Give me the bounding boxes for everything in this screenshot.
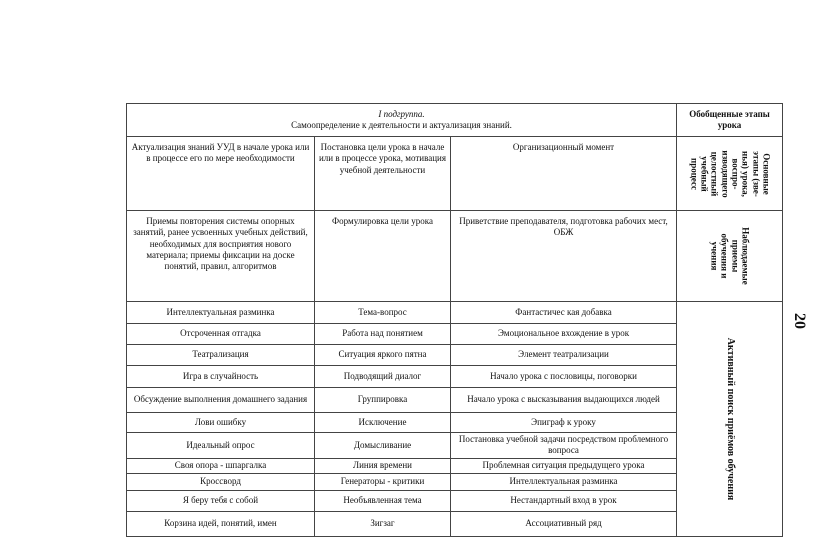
side-label-main-stages-text bbox=[688, 150, 771, 197]
side-label-line: нья) урока, bbox=[740, 150, 751, 197]
table-header-row bbox=[127, 104, 783, 137]
side-label-line: учебный bbox=[698, 155, 709, 192]
header-subtitle: Самоопределение к деятельности и актуализация знаний. bbox=[291, 120, 512, 130]
method-cell-col2: Работа над понятием bbox=[315, 324, 451, 345]
side-label-line: учения bbox=[709, 241, 720, 271]
method-cell-col1: Игра в случайность bbox=[127, 366, 315, 388]
method-cell-col3: Элемент театрализации bbox=[451, 345, 677, 366]
side-label-line: обучения и bbox=[719, 233, 730, 279]
side-label-line: этапы (зве- bbox=[750, 150, 761, 197]
cell-greeting: Приветствие преподавателя, подготовка рабочих мест, ОБЖ bbox=[451, 211, 677, 302]
method-cell-col3: Интеллектуальная разминка bbox=[451, 473, 677, 490]
cell-goal-setting: Постановка цели урока в начале или в процессе урока, мотивация учебной деятельности bbox=[315, 137, 451, 211]
side-label-line: целостный bbox=[709, 151, 720, 196]
side-label-observed-methods bbox=[677, 211, 783, 302]
method-cell-col3: Проблемная ситуация предыдущего урока bbox=[451, 458, 677, 473]
method-cell-col3: Нестандартный вход в урок bbox=[451, 490, 677, 511]
method-cell-col1: Лови ошибку bbox=[127, 413, 315, 433]
method-cell-col1: Идеальный опрос bbox=[127, 433, 315, 459]
method-cell-col1: Интеллектуальная разминка bbox=[127, 302, 315, 324]
side-label-line: приемы bbox=[729, 239, 740, 273]
method-cell-col2: Исключение bbox=[315, 413, 451, 433]
header-title-cell bbox=[127, 104, 677, 137]
side-label-active-search bbox=[677, 302, 783, 537]
method-cell-col1: Обсуждение выполнения домашнего задания bbox=[127, 388, 315, 413]
method-cell-col1: Корзина идей, понятий, имен bbox=[127, 511, 315, 536]
method-cell-col2: Подводящий диалог bbox=[315, 366, 451, 388]
method-cell-col2: Тема-вопрос bbox=[315, 302, 451, 324]
cell-repetition-methods: Приемы повторения системы опорных занятий, ранее усвоенных учебных действий, необходимых для восприятия нового материала; приемы фиксации на доске понятий, правил, алгоритмов bbox=[127, 211, 315, 302]
method-cell-col3: Эпиграф к уроку bbox=[451, 413, 677, 433]
method-cell-col2: Линия времени bbox=[315, 458, 451, 473]
page-number: 20 bbox=[791, 313, 808, 329]
side-label-active-search-text: Активный поиск приёмов обучения bbox=[724, 337, 736, 501]
side-label-observed-methods-text bbox=[709, 227, 750, 284]
stages-title: Обобщенные этапы урока bbox=[677, 104, 783, 137]
subgroup-label: I подгруппа. bbox=[378, 108, 425, 119]
cell-org-moment: Организационный момент bbox=[451, 137, 677, 211]
method-cell-col1: Театрализация bbox=[127, 345, 315, 366]
method-cell-col3: Эмоциональное вхождение в урок bbox=[451, 324, 677, 345]
method-cell-col3: Начало урока с пословицы, поговорки bbox=[451, 366, 677, 388]
table-row-methods bbox=[127, 211, 783, 302]
method-cell-col3: Фантастичес кая добавка bbox=[451, 302, 677, 324]
method-cell-col3: Постановка учебной задачи посредством проблемного вопроса bbox=[451, 433, 677, 459]
method-cell-col2: Группировка bbox=[315, 388, 451, 413]
table-row bbox=[127, 302, 783, 324]
method-cell-col2: Ситуация яркого пятна bbox=[315, 345, 451, 366]
method-cell-col2: Зигзаг bbox=[315, 511, 451, 536]
method-cell-col3: Ассоциативный ряд bbox=[451, 511, 677, 536]
method-cell-col1: Отсроченная отгадка bbox=[127, 324, 315, 345]
method-cell-col2: Необъявленная тема bbox=[315, 490, 451, 511]
cell-goal-formulation: Формулировка цели урока bbox=[315, 211, 451, 302]
side-label-line: процесс bbox=[688, 157, 699, 190]
lesson-methods-table bbox=[126, 103, 783, 537]
side-label-line: Наблюдаемые bbox=[740, 227, 751, 285]
method-cell-col3: Начало урока с высказывания выдающихся людей bbox=[451, 388, 677, 413]
method-cell-col1: Своя опора - шпаргалка bbox=[127, 458, 315, 473]
side-label-line: Основные bbox=[760, 152, 771, 195]
method-cell-col2: Домысливание bbox=[315, 433, 451, 459]
method-cell-col2: Генераторы - критики bbox=[315, 473, 451, 490]
side-label-line: изводящего bbox=[719, 149, 730, 198]
method-cell-col1: Кроссворд bbox=[127, 473, 315, 490]
table-row-stages bbox=[127, 137, 783, 211]
cell-actualization: Актуализация знаний УУД в начале урока или в процессе его по мере необходимости bbox=[127, 137, 315, 211]
side-label-line: воспро- bbox=[729, 158, 740, 189]
method-cell-col1: Я беру тебя с собой bbox=[127, 490, 315, 511]
method-rows bbox=[127, 302, 783, 537]
side-label-main-stages bbox=[677, 137, 783, 211]
